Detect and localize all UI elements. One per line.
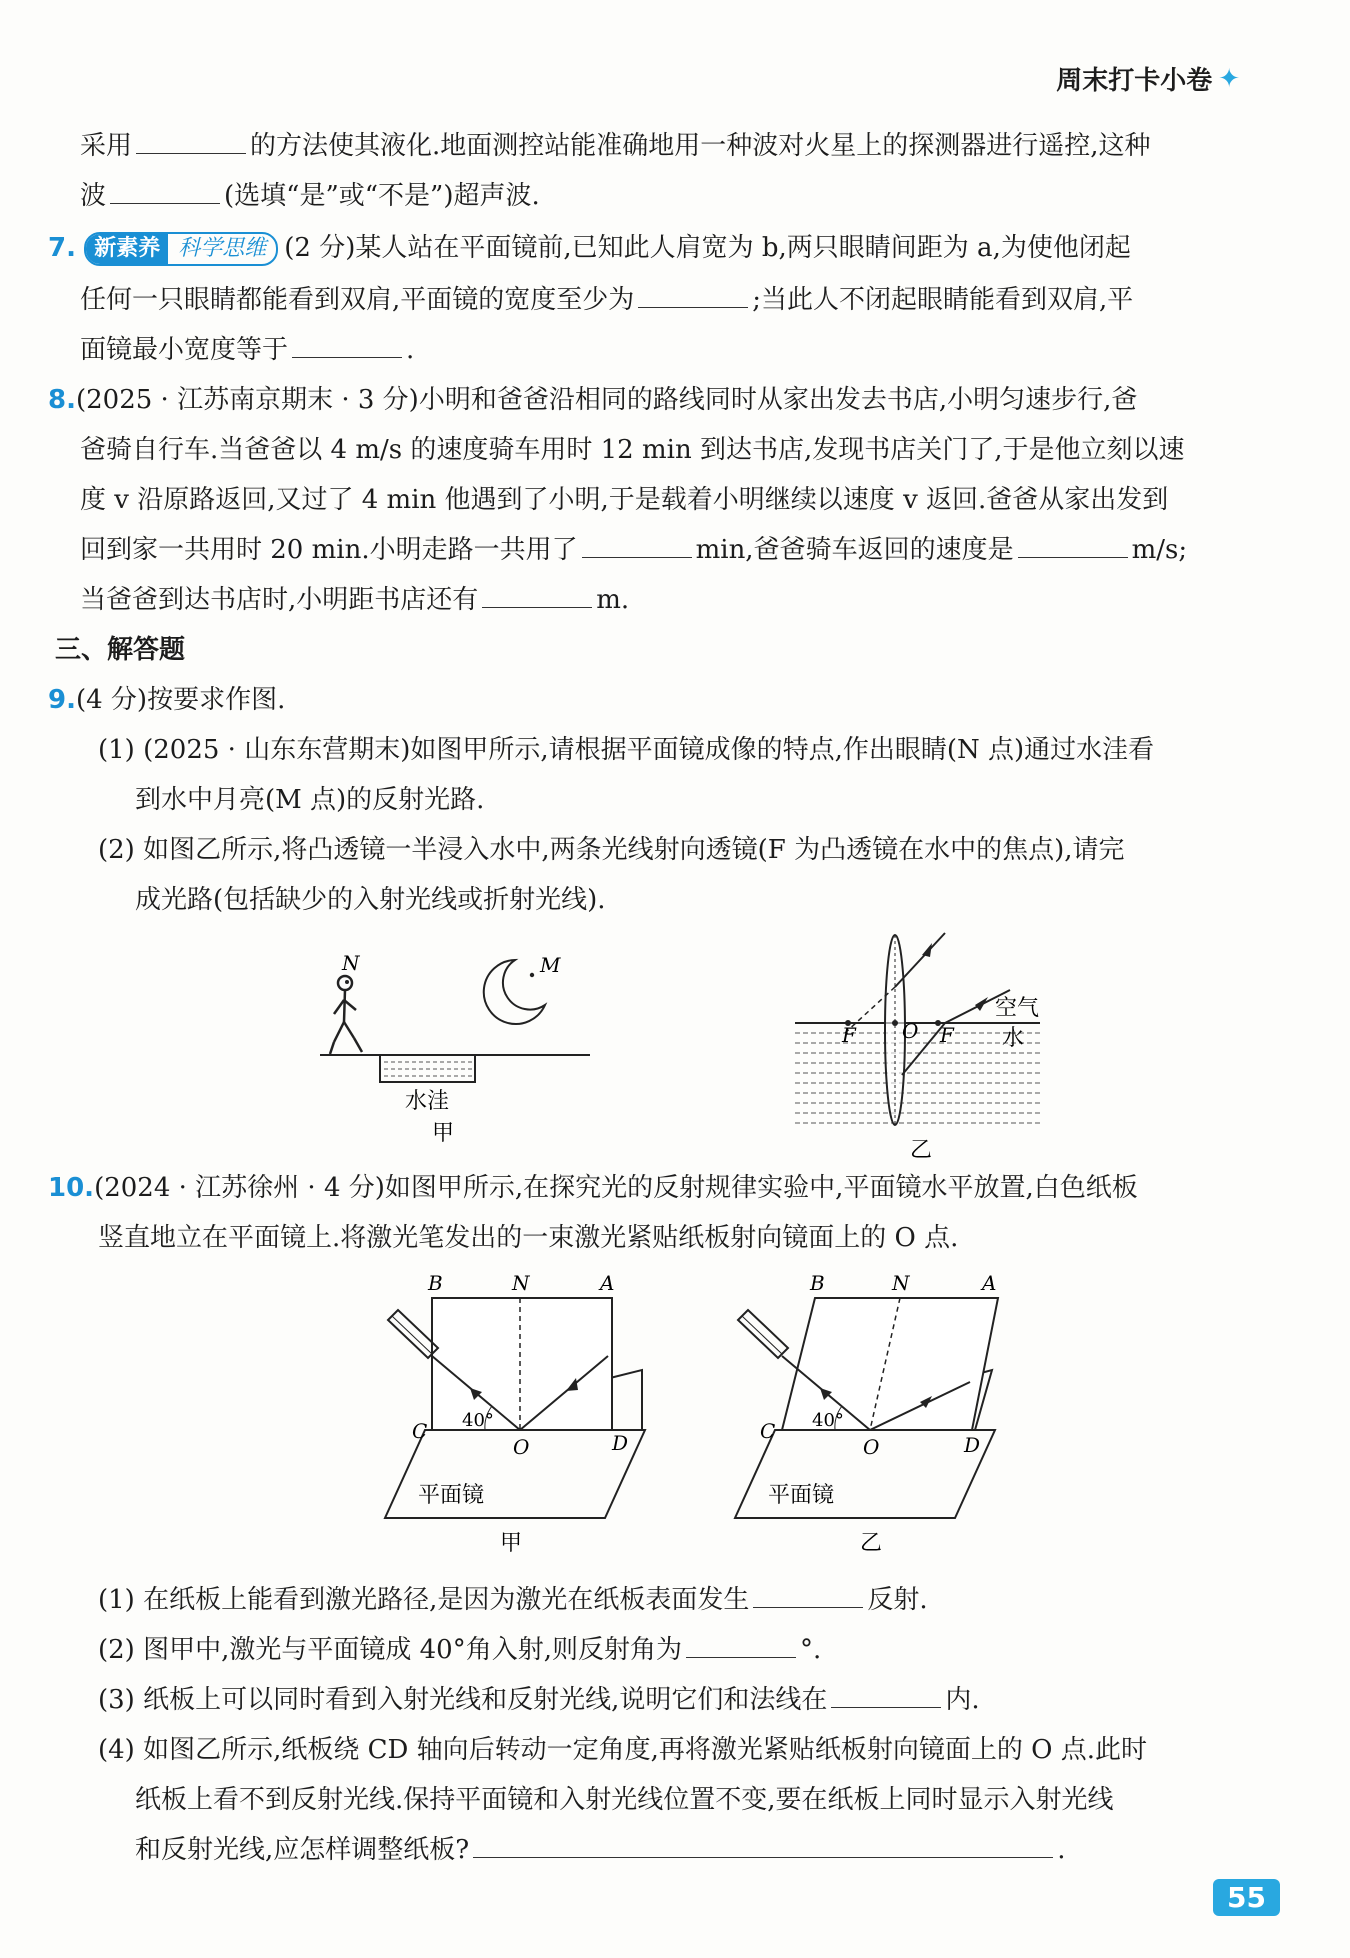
text-line: 纸板上看不到反射光线.保持平面镜和入射光线位置不变,要在纸板上同时显示入射光线: [135, 1785, 1114, 1815]
text-line: 和反射光线,应怎样调整纸板? .: [135, 1835, 1066, 1865]
label-C: C: [412, 1419, 428, 1443]
text-line: (1) 在纸板上能看到激光路径,是因为激光在纸板表面发生 反射.: [98, 1585, 928, 1615]
label-N: N: [512, 1271, 530, 1295]
text-line: (3) 纸板上可以同时看到入射光线和反射光线,说明它们和法线在 内.: [98, 1685, 980, 1715]
text-line: (4) 如图乙所示,纸板绕 CD 轴向后转动一定角度,再将激光紧贴纸板射向镜面上的 O 点.此时: [98, 1735, 1148, 1765]
question-number: 10.: [48, 1173, 95, 1203]
question-10: 10.(2024 · 江苏徐州 · 4 分)如图甲所示,在探究光的反射规律实验中,平面镜水平放置,白色纸板: [48, 1173, 1138, 1203]
answer-blank[interactable]: [482, 585, 592, 608]
question-number: 9.: [48, 685, 76, 715]
laser-pen-icon: [738, 1310, 788, 1358]
figure-10-a: [370, 1270, 670, 1560]
label-F2: F: [940, 1023, 954, 1047]
question-number: 7.: [48, 233, 76, 263]
label-puddle: 水洼: [405, 1089, 450, 1114]
label-B: B: [810, 1271, 825, 1295]
caption-b: 乙: [860, 1531, 883, 1556]
answer-blank[interactable]: [753, 1585, 863, 1608]
person-icon: [330, 976, 362, 1054]
label-mirror: 平面镜: [418, 1483, 485, 1508]
caption-a: 甲: [432, 1121, 455, 1146]
text-line: 成光路(包括缺少的入射光线或折射光线).: [135, 885, 606, 915]
white-card: [432, 1298, 612, 1430]
text-line: 爸骑自行车.当爸爸以 4 m/s 的速度骑车用时 12 min 到达书店,发现书店关门了,于是他立刻以速: [80, 435, 1185, 465]
answer-blank[interactable]: [686, 1635, 796, 1658]
answer-blank[interactable]: [136, 131, 246, 154]
figure-9-b: [790, 925, 1070, 1165]
text-line: (2) 如图乙所示,将凸透镜一半浸入水中,两条光线射向透镜(F 为凸透镜在水中的焦点),请完: [98, 835, 1125, 865]
laser-pen-icon: [388, 1310, 438, 1358]
label-O: O: [902, 1019, 919, 1043]
text-line: 采用 的方法使其液化.地面测控站能准确地用一种波对火星上的探测器进行遥控,这种: [80, 131, 1151, 161]
question-9: 9.(4 分)按要求作图.: [48, 685, 286, 715]
label-angle: 40°: [462, 1410, 494, 1431]
text-line: 波 (选填“是”或“不是”)超声波.: [80, 181, 540, 211]
label-M: M: [540, 953, 561, 977]
answer-blank[interactable]: [1018, 535, 1128, 558]
water-lines: [384, 1062, 472, 1076]
text-line: 任何一只眼睛都能看到双肩,平面镜的宽度至少为 ;当此人不闭起眼睛能看到双肩,平: [80, 285, 1134, 315]
label-C: C: [760, 1419, 776, 1443]
caption-b: 乙: [910, 1138, 933, 1163]
text-line: 回到家一共用时 20 min.小明走路一共用了 min,爸爸骑车返回的速度是 m/s;: [80, 535, 1188, 565]
label-D: D: [612, 1431, 629, 1455]
literacy-badge: 新素养 科学思维: [84, 232, 278, 266]
label-N: N: [342, 951, 360, 975]
text-line: (1) (2025 · 山东东营期末)如图甲所示,请根据平面镜成像的特点,作出眼睛(N 点)通过水洼看: [98, 735, 1155, 765]
page-header: [1056, 60, 1240, 97]
text-line: 面镜最小宽度等于 .: [80, 335, 415, 365]
text-line: 当爸爸到达书店时,小明距书店还有 m.: [80, 585, 630, 615]
label-B: B: [428, 1271, 443, 1295]
label-A: A: [600, 1271, 615, 1295]
answer-blank[interactable]: [473, 1835, 1053, 1858]
page-number: 55: [1213, 1879, 1280, 1916]
label-O: O: [513, 1435, 530, 1459]
text-line: 到水中月亮(M 点)的反射光路.: [135, 785, 485, 815]
question-number: 8.: [48, 385, 76, 415]
label-angle: 40°: [812, 1410, 844, 1431]
answer-blank[interactable]: [582, 535, 692, 558]
label-mirror: 平面镜: [768, 1483, 835, 1508]
label-water: 水: [1002, 1026, 1025, 1051]
caption-a: 甲: [500, 1531, 523, 1556]
label-O: O: [863, 1435, 880, 1459]
label-air: 空气: [995, 996, 1040, 1021]
text-line: (2) 图甲中,激光与平面镜成 40°角入射,则反射角为 °.: [98, 1635, 822, 1665]
figure-10-b: [720, 1270, 1020, 1560]
figure-9-a: [300, 930, 620, 1150]
label-F1: F: [842, 1023, 856, 1047]
label-N: N: [892, 1271, 910, 1295]
question-7: 7. 新素养 科学思维 (2 分)某人站在平面镜前,已知此人肩宽为 b,两只眼睛间距为 a,为使他闭起: [48, 228, 1131, 268]
moon-icon: [484, 960, 545, 1024]
label-A: A: [982, 1271, 997, 1295]
answer-blank[interactable]: [831, 1685, 941, 1708]
text-line: 竖直地立在平面镜上.将激光笔发出的一束激光紧贴纸板射向镜面上的 O 点.: [98, 1223, 959, 1253]
answer-blank[interactable]: [292, 335, 402, 358]
text-line: 度 v 沿原路返回,又过了 4 min 他遇到了小明,于是载着小明继续以速度 v 返回.爸爸从家出发到: [80, 485, 1169, 515]
answer-blank[interactable]: [110, 181, 220, 204]
sparkle-icon: ✦: [1218, 63, 1240, 94]
header-title: 周末打卡小卷: [1056, 66, 1213, 96]
label-D: D: [964, 1433, 981, 1457]
question-8: 8.(2025 · 江苏南京期末 · 3 分)小明和爸爸沿相同的路线同时从家出发去书店,小明匀速步行,爸: [48, 385, 1138, 415]
answer-blank[interactable]: [638, 285, 748, 308]
section-heading: 三、解答题: [55, 635, 186, 665]
